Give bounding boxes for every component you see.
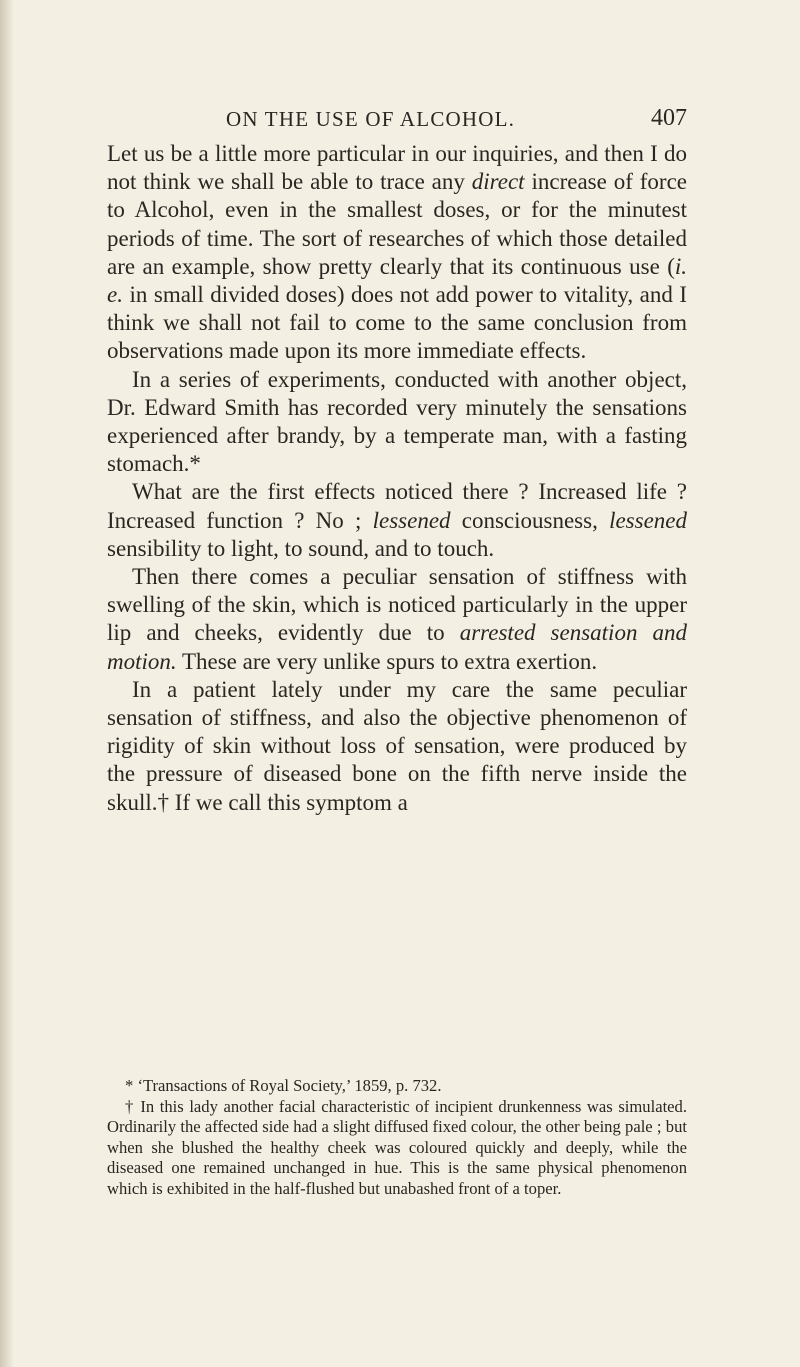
text-run: What are the first effects noticed there ? Increased life ? Increased function ? No ; (107, 479, 687, 533)
running-title: ON THE USE OF ALCOHOL. (226, 107, 516, 131)
text-run: In a patient lately under my care the same peculiar sensation of stiffness, and also the objective phenomenon of rigidity of skin without loss of sensation, were produced by the pressure of diseased bone on the fifth nerve inside the skull.† If we call this symptom a (107, 676, 687, 815)
paragraph (107, 366, 687, 479)
italic-text: arrested sensation and motion. (107, 620, 687, 674)
text-run: increase of force to Alcohol, even in the smallest doses, or for the minutest periods of time. The sort of researches of which those detailed are an example, show pretty clearly that its continuous use ( (107, 169, 687, 279)
text-run: In a series of experiments, conducted with another object, Dr. Edward Smith has recorded very minutely the sensations experienced after brandy, by a temperate man, with a fasting stomach.* (107, 366, 687, 477)
italic-text: lessened (609, 507, 687, 533)
text-run: consciousness, (450, 507, 610, 533)
paragraph (107, 563, 687, 676)
paragraph (107, 140, 687, 366)
italic-text: i. e. (107, 253, 687, 308)
main-text (107, 140, 687, 817)
text-run: sensibility to light, to sound, and to touch. (107, 535, 495, 561)
italic-text: lessened (372, 507, 451, 533)
paragraph (107, 478, 687, 563)
footnote: † In this lady another facial characteristic of incipient drunkenness was simulated. Ordinarily the affected side had a slight diffused fixed colour, the other being pale ; but when she blushed the healthy cheek was coloured quickly and deeply, while the diseased one remained unchanged in hue. This is the same physical phenomenon which is exhibited in the half-flushed but unabashed front of a toper. (107, 1096, 687, 1198)
paragraph (107, 676, 687, 817)
text-run: These are very unlike spurs to extra exertion. (176, 648, 598, 674)
text-run: Let us be a little more particular in our inquiries, and then I do not think we shall be able to trace any (107, 141, 687, 195)
footnote: * ‘Transactions of Royal Society,’ 1859, p. 732. (125, 1076, 442, 1095)
footnotes (107, 1076, 687, 1200)
text-run: Then there comes a peculiar sensation of stiffness with swelling of the skin, which is noticed particularly in the upper lip and cheeks, evidently due to (107, 564, 687, 646)
running-header (107, 103, 687, 133)
page-number: 407 (651, 105, 687, 131)
text-run: in small divided doses) does not add power to vitality, and I think we shall not fail to come to the same conclusion from observations made upon its more immediate effects. (107, 282, 687, 364)
page-binding-edge (0, 0, 14, 1367)
italic-text: direct (471, 169, 525, 195)
